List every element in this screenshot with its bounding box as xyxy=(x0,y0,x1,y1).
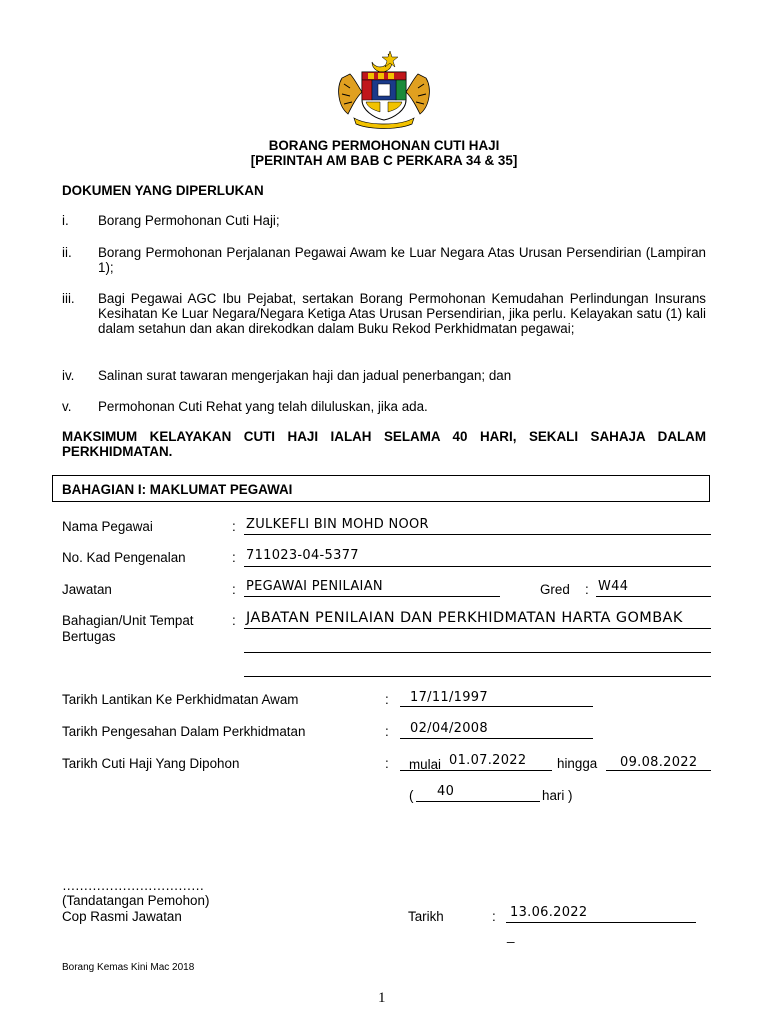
position-label: Jawatan xyxy=(62,582,112,597)
unit-underline-1 xyxy=(244,628,711,629)
open-paren: ( xyxy=(409,788,414,803)
ic-label: No. Kad Pengenalan xyxy=(62,550,186,565)
colon: : xyxy=(232,613,236,628)
unit-value[interactable]: JABATAN PENILAIAN DAN PERKHIDMATAN HARTA GOMBAK xyxy=(246,610,683,626)
leave-date-label: Tarikh Cuti Haji Yang Dipohon xyxy=(62,756,240,771)
doc-item-text: Borang Permohonan Cuti Haji; xyxy=(98,213,280,228)
doc-item-text: Borang Permohonan Perjalanan Pegawai Awam ke Luar Negara Atas Urusan Persendirian (Lampiran 1); xyxy=(98,245,706,275)
doc-item-num: iii. xyxy=(62,291,75,306)
colon: : xyxy=(585,582,589,597)
name-label: Nama Pegawai xyxy=(62,519,153,534)
doc-item-text: Salinan surat tawaran mengerjakan haji dan jadual penerbangan; dan xyxy=(98,368,512,383)
grade-value[interactable]: W44 xyxy=(598,579,629,594)
confirmation-date-value[interactable]: 02/04/2008 xyxy=(410,721,488,736)
form-version: Borang Kemas Kini Mac 2018 xyxy=(62,962,195,973)
colon: : xyxy=(492,909,496,924)
start-date-underline xyxy=(400,770,552,771)
colon: : xyxy=(385,756,389,771)
appointment-date-label: Tarikh Lantikan Ke Perkhidmatan Awam xyxy=(62,692,299,707)
colon: : xyxy=(385,724,389,739)
max-entitlement-note: MAKSIMUM KELAYAKAN CUTI HAJI IALAH SELAMA 40 HARI, SEKALI SAHAJA DALAM PERKHIDMATAN. xyxy=(62,429,706,459)
days-underline xyxy=(416,801,540,802)
form-subtitle: [PERINTAH AM BAB C PERKARA 34 & 35] xyxy=(250,153,518,168)
name-value[interactable]: ZULKEFLI BIN MOHD NOOR xyxy=(246,517,429,532)
colon: : xyxy=(232,519,236,534)
start-word: mulai xyxy=(409,757,441,772)
trailing-underscore: _ xyxy=(507,928,515,943)
page-number: 1 xyxy=(378,990,386,1006)
position-value[interactable]: PEGAWAI PENILAIAN xyxy=(246,579,383,594)
application-date-underline xyxy=(506,922,696,923)
start-date-value[interactable]: 01.07.2022 xyxy=(449,753,527,768)
colon: : xyxy=(232,550,236,565)
doc-item-text: Bagi Pegawai AGC Ibu Pejabat, sertakan Borang Permohonan Kemudahan Perlindungan Insurans Kesihatan Ke Luar Negara/Negara Ketiga Atas Urusan Persendirian, jika perlu. Kelayakan satu (1) kali dalam setahun dan akan direkodkan dalam Buku Rekod Perkhidmatan pegawai; xyxy=(98,291,706,336)
end-date-value[interactable]: 09.08.2022 xyxy=(620,755,698,770)
end-date-underline xyxy=(606,770,711,771)
unit-underline-3 xyxy=(244,676,711,677)
days-value[interactable]: 40 xyxy=(437,784,455,799)
position-underline xyxy=(244,596,500,597)
date-label: Tarikh xyxy=(408,909,444,924)
grade-underline xyxy=(596,596,711,597)
appointment-date-underline xyxy=(400,706,593,707)
doc-item-num: ii. xyxy=(62,245,72,260)
coat-of-arms-logo xyxy=(332,48,436,130)
doc-item-text: Permohonan Cuti Rehat yang telah diluluskan, jika ada. xyxy=(98,399,428,414)
unit-underline-2 xyxy=(244,652,711,653)
unit-label-line2: Bertugas xyxy=(62,629,116,644)
appointment-date-value[interactable]: 17/11/1997 xyxy=(410,690,488,705)
ic-value[interactable]: 711023-04-5377 xyxy=(246,548,359,563)
unit-label: Bahagian/Unit Tempat xyxy=(62,613,194,628)
ic-underline xyxy=(244,566,711,567)
application-date-value[interactable]: 13.06.2022 xyxy=(510,905,588,920)
colon: : xyxy=(232,582,236,597)
days-word: hari ) xyxy=(542,788,573,803)
until-word: hingga xyxy=(557,756,598,771)
confirmation-date-underline xyxy=(400,738,593,739)
docs-heading: DOKUMEN YANG DIPERLUKAN xyxy=(62,183,264,198)
confirmation-date-label: Tarikh Pengesahan Dalam Perkhidmatan xyxy=(62,724,306,739)
official-stamp-label: Cop Rasmi Jawatan xyxy=(62,909,182,924)
name-underline xyxy=(244,534,711,535)
doc-item-num: iv. xyxy=(62,368,75,383)
section-title: BAHAGIAN I: MAKLUMAT PEGAWAI xyxy=(62,482,293,497)
form-title: BORANG PERMOHONAN CUTI HAJI xyxy=(268,138,500,153)
section-header-box xyxy=(52,475,710,502)
signature-label: (Tandatangan Pemohon) xyxy=(62,893,210,908)
signature-line[interactable]: …………………………… xyxy=(62,878,204,893)
doc-item-num: v. xyxy=(62,399,72,414)
grade-label: Gred xyxy=(540,582,570,597)
doc-item-num: i. xyxy=(62,213,69,228)
colon: : xyxy=(385,692,389,707)
